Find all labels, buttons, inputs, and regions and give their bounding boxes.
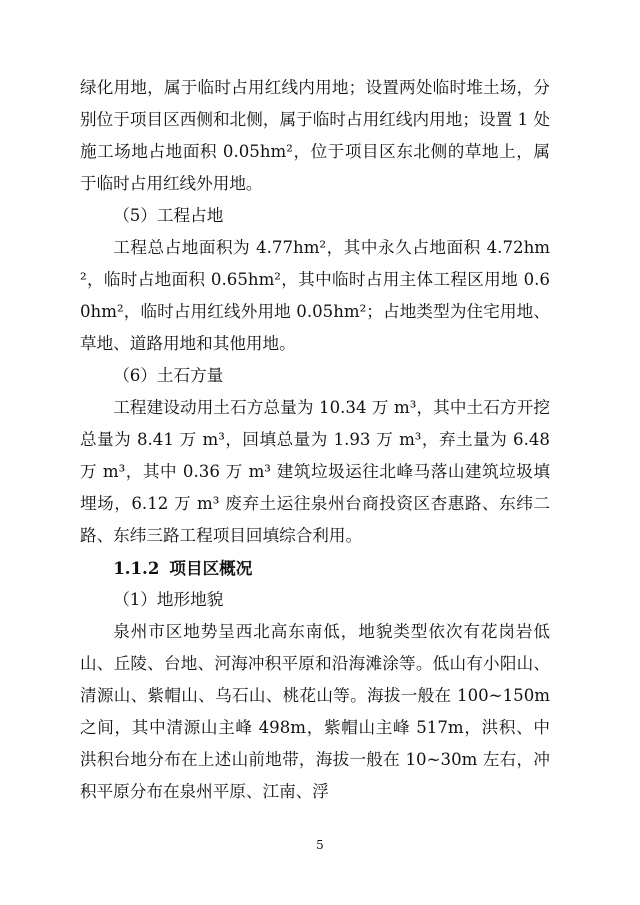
section-heading (80, 552, 550, 584)
page-number: 5 (316, 838, 324, 852)
paragraph-terrain: 泉州市区地势呈西北高东南低，地貌类型依次有花岗岩低山、丘陵、台地、河海冲积平原和沿海滩涂等。低山有小阳山、清源山、紫帽山、乌石山、桃花山等。海拔一般在 100~150m 之间，其中清源山主峰 498m，紫帽山主峰 517m，洪积、中洪积台地分布在上述山前地带，海拔一般在 10~30m 左右，冲积平原分布在泉州平原、江南、浮 (80, 622, 550, 801)
subheading-earthwork: （6）土石方量 (113, 366, 224, 385)
document-page (80, 72, 550, 808)
paragraph-land-area: 工程总占地面积为 4.77hm²，其中永久占地面积 4.72hm²，临时占地面积 0.65hm²，其中临时占用主体工程区用地 0.60hm²，临时占用红线外用地 0.05hm²；占地类型为住宅用地、草地、道路用地和其他用地。 (80, 238, 550, 353)
section-number: 1.1.2 (113, 558, 160, 578)
subheading-terrain: （1）地形地貌 (113, 590, 224, 609)
paragraph-earthwork: 工程建设动用土石方总量为 10.34 万 m³，其中土石方开挖总量为 8.41 万 m³，回填总量为 1.93 万 m³，弃土量为 6.48 万 m³，其中 0.36 万 m³ 建筑垃圾运往北峰马落山建筑垃圾填埋场，6.12 万 m³ 废弃土运往泉州台商投资区杏惠路、东纬二路、东纬三路工程项目回填综合利用。 (80, 398, 550, 545)
paragraph-land-use-continued: 绿化用地，属于临时占用红线内用地；设置两处临时堆土场，分别位于项目区西侧和北侧，属于临时占用红线内用地；设置 1 处施工场地占地面积 0.05hm²，位于项目区东北侧的草地上，属于临时占用红线外用地。 (80, 78, 550, 193)
section-title: 项目区概况 (169, 558, 253, 578)
subheading-engineering-land: （5）工程占地 (113, 206, 224, 225)
